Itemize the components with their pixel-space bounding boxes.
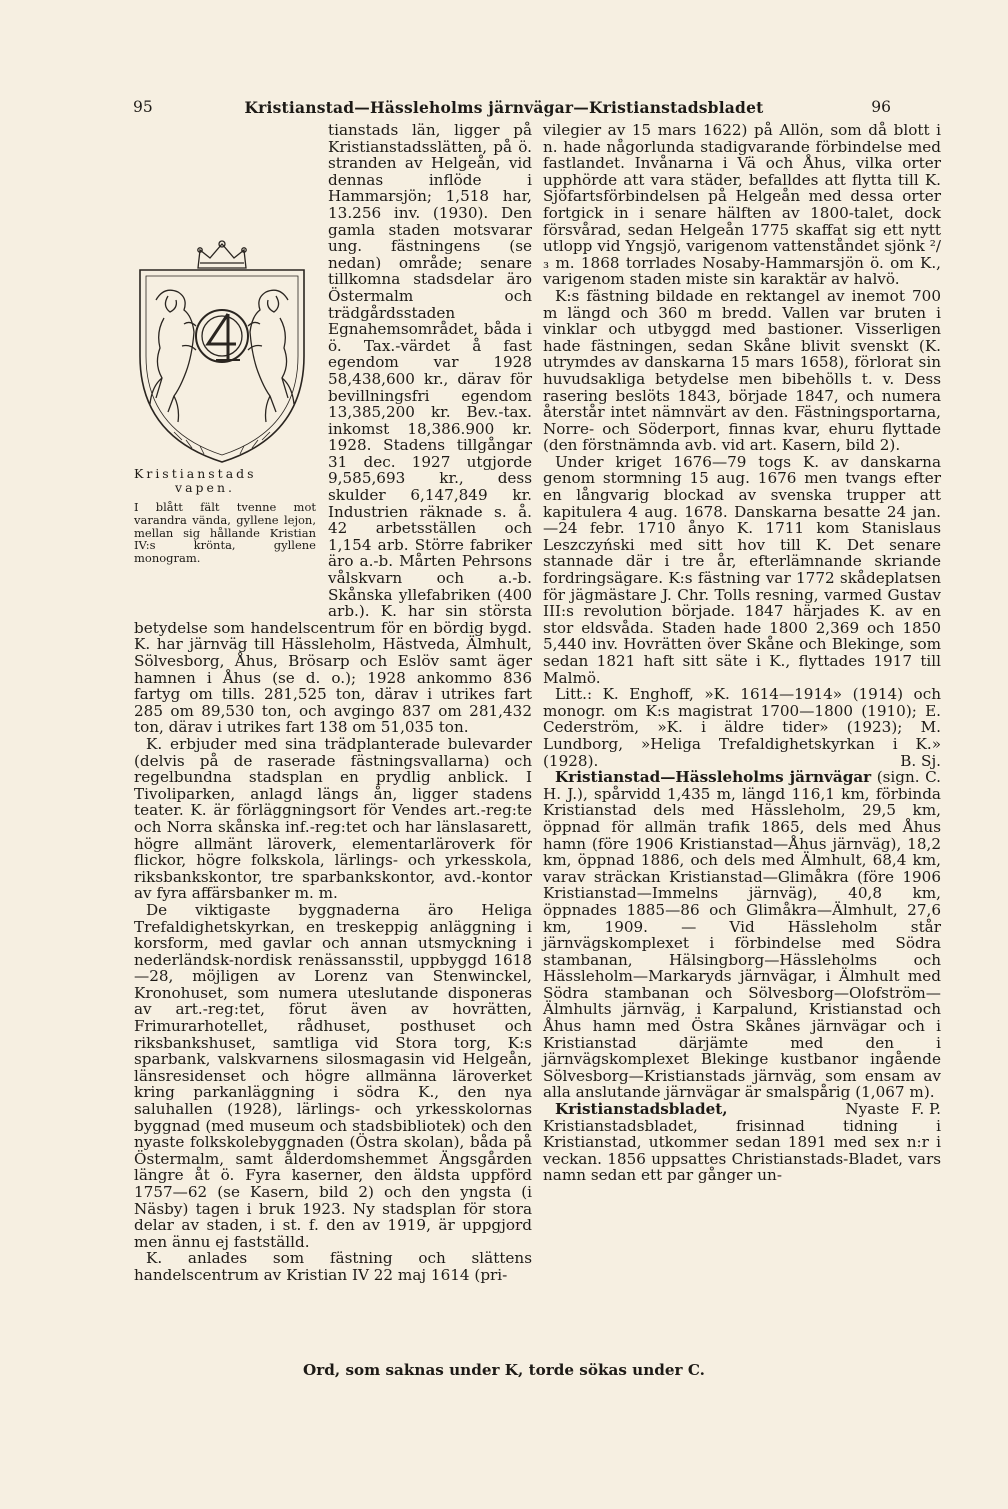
figure-caption: I blått fält tvenne mot varandra vända, gyllene lejon, mellan sig hållande Kristian IV:s krönta, gyllene monogram.: [134, 500, 316, 566]
right-column: [543, 122, 941, 1184]
paragraph: K. erbjuder med sina trädplanterade bulevarder (delvis på de raserade fästningsvallarna) och regelbundna stadsplan en prydlig anblick. I Tivoliparken, anlagd längs ån, ligger stadens teater. K. är förläggningsort för Vendes art.-reg:te och Norra skånska inf.-reg:tet och har länslasarett, högre allmänt läroverk, elementarläroverk för flickor, högre folkskola, lärlings- och yrkesskola, riksbankskontor, tre sparbankskontor, avd.-kontor av fyra affärsbanker m. m.: [134, 734, 532, 903]
figure-title: Kristianstads: [134, 466, 257, 481]
page-footer-note: Ord, som saknas under K, torde sökas under C.: [303, 1361, 705, 1379]
entry-text: (sign. C. H. J.), spårvidd 1,435 m, längd 116,1 km, förbinda Kristianstad dels med Hässleholm, 29,5 km, öppnad för allmän trafik 1865, dels med Åhus hamn (före 1906 Kristianstad—Åhus järnväg), 18,2 km, öppnad 1886, och dels med Älmhult, 68,4 km, varav sträckan Kristianstad—Glimåkra (före 1906 Kristianstad—Immelns järnväg), 40,8 km, öppnades 1885—86 och Glimåkra—Älmhult, 27,6 km, 1909. — Vid Hässleholm står järnvägskomplexet i förbindelse med Södra stambanan, Hälsingborg—Hässleholms och Hässleholm—Markaryds järnvägar, i Älmhult med Södra stambanan och Sölvesborg—Olofström—Älmhults järnväg, i Karpalund, Kristianstad och Åhus hamn med Östra Skånes järnvägar och i Kristianstad därjämte med den i järnvägskomplexet Blekinge kustbanor ingående Sölvesborg—Kristianstads järnväg, som ensam av alla anslutande järnvägar är smalspårig (1,067 m).: [543, 768, 942, 1102]
page-number-right: 96: [871, 98, 891, 116]
entry-text: Nyaste Kristianstadsbladet, frisinnad tidning i Kristianstad, utkommer sedan 1891 med sex n:r i veckan. 1856 uppsattes Christianstads-Bladet, vars namn sedan ett par gånger un-: [543, 1100, 941, 1185]
paragraph: Under kriget 1676—79 togs K. av danskarna genom stormning 15 aug. 1676 men tvangs efter en långvarig blockad av svenska trupper att kapitulera 4 aug. 1678. Danskarna besatte 24 jan.—24 febr. 1710 ånyo K. 1711 kom Stanislaus Leszczyński med sitt hov till K. Det senare stannade där i tre år, efterlämnande skriande fordringsägare. K:s fästning var 1772 skådeplatsen för jägmästare J. Chr. Tolls resning, varmed Gustav III:s revolution började. 1847 härjades K. av en stor eldsvåda. Staden hade 1800 2,369 och 1850 5,440 inv. Hovrätten över Skåne och Blekinge, som sedan 1821 haft sitt säte i K., flyttades 1917 till Malmö.: [543, 452, 941, 687]
entry-headword: Kristianstad—Hässleholms järnvägar: [555, 768, 872, 787]
left-column: [134, 122, 532, 1284]
entry-headword: Kristianstadsbladet,: [555, 1100, 728, 1119]
paragraph: tianstads län, ligger på Kristianstadsslätten, på ö. stranden av Helgeån, vid dennas inflöde i Hammarsjön; 1,518 har, 13.256 inv. (1930). Den gamla staden motsvarar ung. fästningens (se nedan) område; senare tillkomna stadsdelar äro Östermalm och trädgårdsstaden Egnahemsområdet, båda i ö. Tax.-värdet å fast egendom var 1928 58,438,600 kr., därav för bevillningsfri egendom 13,385,200 kr. Bev.-tax. inkomst 18,386.900 kr. 1928. Stadens tillgångar 31 dec. 1927 utgjorde 9,585,693 kr., dess skulder 6,147,849 kr. Industrien räknade s. å. 42 arbetsställen och 1,154 arb. Större fabriker äro a.-b. Mårten Pehrsons vålskvarn och a.-b. Skånska yllefabriken (400 arb.). K. har sin största betydelse som handelscentrum för en bördig bygd. K. har järnväg till Hässleholm, Hästveda, Älmhult, Sölvesborg, Åhus, Brösarp och Eslöv samt äger hamnen i Åhus (se d. o.); 1928 ankommo 836 fartyg om tills. 281,525 ton, därav i utrikes fart 285 om 89,530 ton, och avgingo 837 om 281,432 ton, därav i utrikes fart 138 om 51,035 ton.: [134, 121, 532, 737]
paragraph: vilegier av 15 mars 1622) på Allön, som då blott i n. hade någorlunda stadigvarande förbindelse med fastlandet. Invånarna i Vä och Åhus, vilka orter upphörde att vara städer, befalldes att flytta till K. Sjöfartsförbindelsen på Helgeån med dessa orter fortgick in i senare hälften av 1800-talet, dock försvårad, sedan Helgeån 1775 skaffat sig ett nytt utlopp vid Yngsjö, varigenom vattenståndet sjönk ²/₃ m. 1868 torrlades Nosaby-Hammarsjön ö. om K., varigenom staden miste sin karaktär av halvö.: [543, 121, 941, 289]
newspaper-entry: [543, 1101, 941, 1184]
paragraph: De viktigaste byggnaderna äro Heliga Trefaldighetskyrkan, en treskeppig anläggning i korsform, med gavlar och annan utsmyckning i nederländsk-nordisk renässansstil, uppbyggd 1618—28, möjligen av Lorenz van Stenwinckel, Kronohuset, som numera uteslutande disponeras av art.-reg:tet, förut även av hovrätten, Frimurarhotellet, rådhuset, posthuset och riksbankshuset, samtliga vid Stora torg, K:s sparbank, valskvarnens silosmagasin vid Helgeån, länsresidenset och högre allmänna läroverket kring parkanläggning i södra K., den nya saluhallen (1928), lärlings- och yrkesskolornas byggnad (med museum och stadsbibliotek) och den nyaste folkskolebyggnaden (Östra skolan), båda på Östermalm, samt ålderdomshemmet Ängsgården längre åt ö. Fyra kaserner, den äldsta uppförd 1757—62 (se Kasern, bild 2) och den yngsta (i Näsby) tagen i bruk 1923. Ny stadsplan för stora delar av staden, i st. f. den av 1919, är uppgjord men ännu ej fastställd.: [134, 900, 532, 1251]
coat-of-arms-figure: [134, 236, 316, 609]
author-signature: B. Sj.: [900, 751, 941, 770]
literature-text: Litt.: K. Enghoff, »K. 1614—1914» (1914) och monogr. om K:s magistrat 1700—1800 (1910); E. Cederström, »K. i äldre tider» (1923); M. Lundborg, »Heliga Trefaldighetskyrkan i K.» (1928).: [543, 685, 941, 770]
coat-of-arms-image: [134, 236, 310, 466]
paragraph: K:s fästning bildade en rektangel av inemot 700 m längd och 360 m bredd. Vallen var bruten i vinklar och utbyggd med bastioner. Visserligen hade fästningen, sedan Skåne blivit svenskt (K. utrymdes av danskarna 15 mars 1658), förlorat sin huvudsakliga betydelse men bibehölls t. v. Dess rasering beslöts 1843, började 1847, och numera återstår intet nämnvärt av den. Fästningsportarna, Norre- och Söderport, finnas kvar, ehuru flyttade (den förstnämnda avb. vid art. Kasern, bild 2).: [543, 286, 941, 455]
figure-subtitle: vapen.: [175, 480, 235, 495]
page-number-left: 95: [133, 98, 153, 116]
paragraph: K. anlades som fästning och slättens handelscentrum av Kristian IV 22 maj 1614 (pri-: [134, 1249, 532, 1284]
author-signature: F. P.: [911, 1100, 941, 1119]
literature-paragraph: [543, 686, 941, 769]
running-header: Kristianstad—Hässleholms järnvägar—Kristianstadsbladet: [244, 98, 764, 117]
